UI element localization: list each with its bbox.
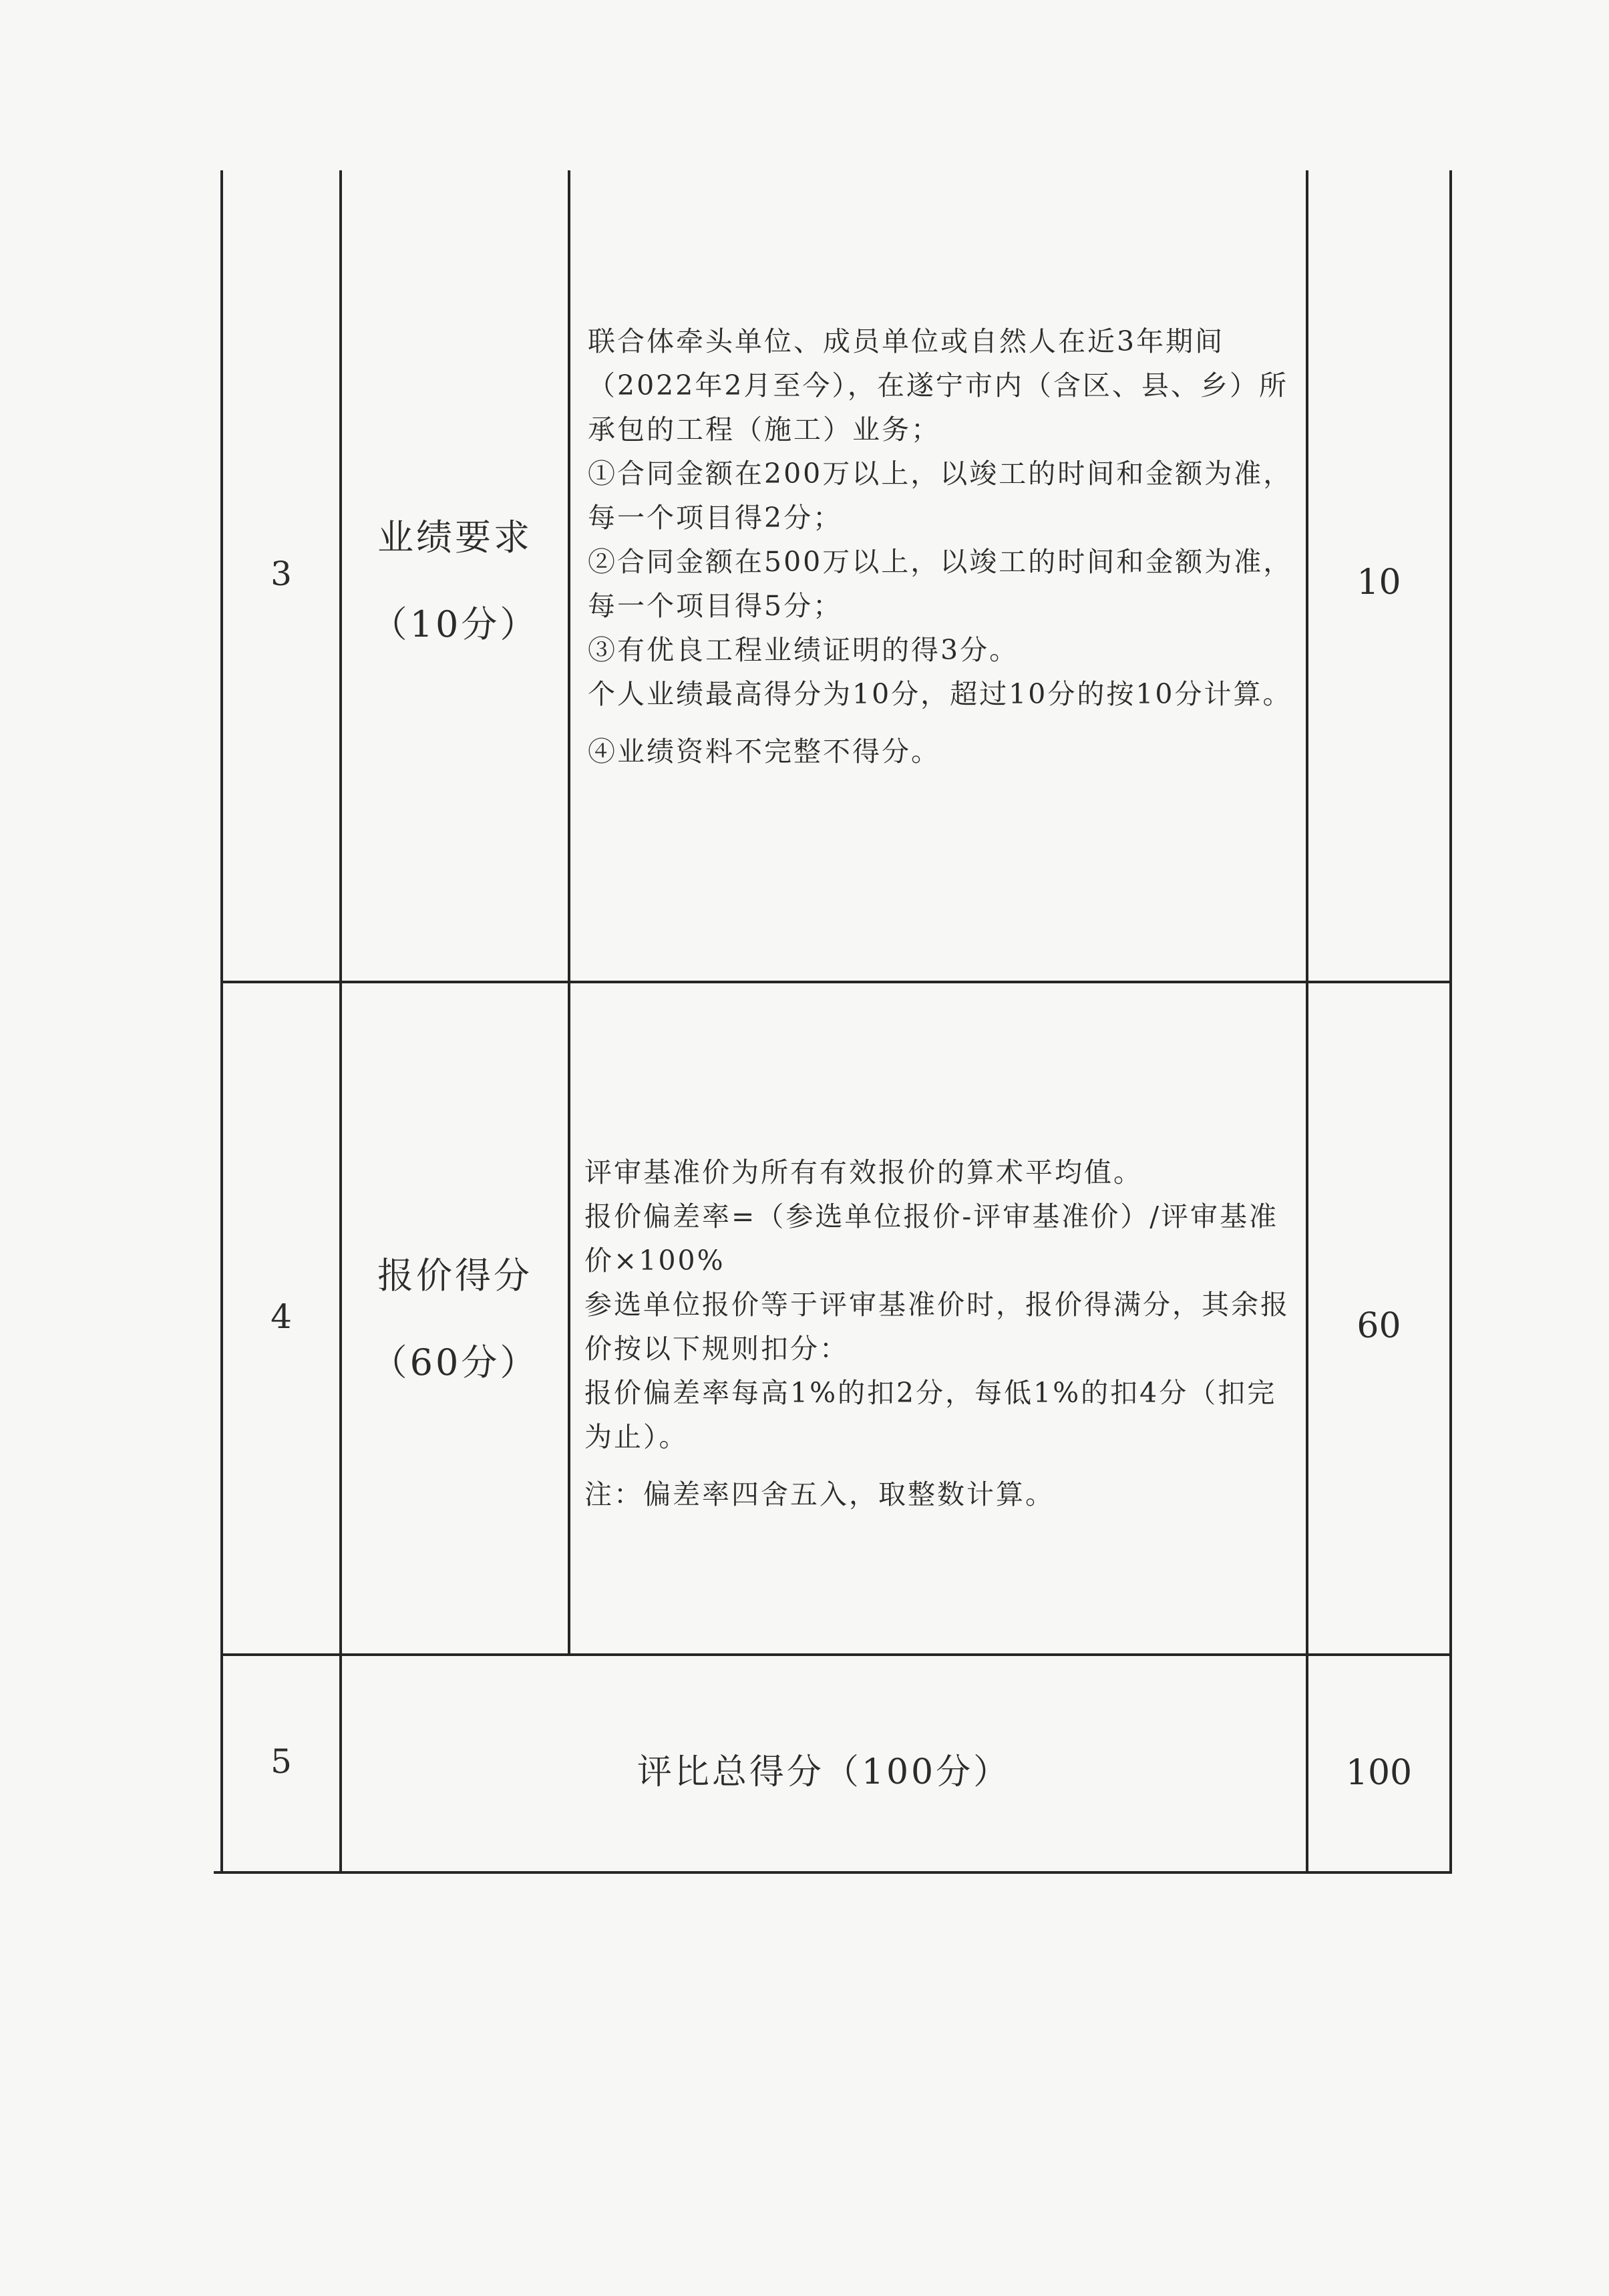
row-4-criteria-line: 参选单位报价等于评审基准价时，报价得满分，其余报价按以下规则扣分： — [584, 1289, 1290, 1365]
row-5-index: 5 — [271, 1742, 292, 1781]
row-4-item-points: （60分） — [371, 1341, 539, 1383]
table-border-left — [220, 170, 223, 1874]
table-divider-col-1 — [339, 170, 342, 1874]
row-4-criteria-line: 报价偏差率=（参选单位报价-评审基准价）/评审基准价×100% — [584, 1200, 1279, 1277]
row-4-criteria-line: 评审基准价为所有有效报价的算术平均值。 — [584, 1156, 1143, 1188]
row-3-criteria-line: 联合体牵头单位、成员单位或自然人在近3年期间（2022年2月至今），在遂宁市内（含区、县、乡）所承包的工程（施工）业务； — [588, 325, 1288, 446]
row-3-item-points: （10分） — [371, 603, 539, 645]
row-4-criteria — [584, 1150, 1292, 1516]
table-border-bottom — [214, 1871, 1452, 1874]
row-4-score: 60 — [1357, 1306, 1401, 1346]
row-3-criteria-line: ③有优良工程业绩证明的得3分。 — [588, 634, 1019, 666]
row-3-criteria-line: 个人业绩最高得分为10分，超过10分的按10分计算。 — [588, 678, 1292, 710]
table-divider-col-3 — [1306, 170, 1308, 1874]
table-divider-col-2 — [568, 170, 570, 1653]
row-3-criteria-line: ④业绩资料不完整不得分。 — [588, 735, 940, 768]
row-4-item-title-block — [342, 1233, 568, 1406]
row-3-index: 3 — [271, 554, 292, 593]
row-3-criteria-line: ①合同金额在200万以上，以竣工的时间和金额为准，每一个项目得2分； — [588, 458, 1293, 534]
row-4-criteria-line: 注：偏差率四舍五入，取整数计算。 — [584, 1478, 1055, 1510]
row-3-criteria-line: ②合同金额在500万以上，以竣工的时间和金额为准，每一个项目得5分； — [588, 546, 1293, 622]
row-3-item-title: 业绩要求 — [377, 516, 532, 558]
row-5-score: 100 — [1345, 1753, 1413, 1793]
row-4-criteria-line: 报价偏差率每高1%的扣2分，每低1%的扣4分（扣完为止）。 — [584, 1377, 1277, 1453]
row-3-item-title-block — [342, 494, 568, 668]
row-4-index: 4 — [271, 1297, 292, 1336]
row-divider-3-4 — [220, 981, 1452, 983]
row-4-item-title: 报价得分 — [377, 1255, 532, 1297]
row-3-score: 10 — [1357, 562, 1401, 603]
row-5-total-label: 评比总得分（100分） — [637, 1752, 1011, 1792]
row-3-criteria — [588, 319, 1296, 774]
row-divider-4-5 — [220, 1653, 1452, 1656]
table-border-right — [1449, 170, 1452, 1874]
